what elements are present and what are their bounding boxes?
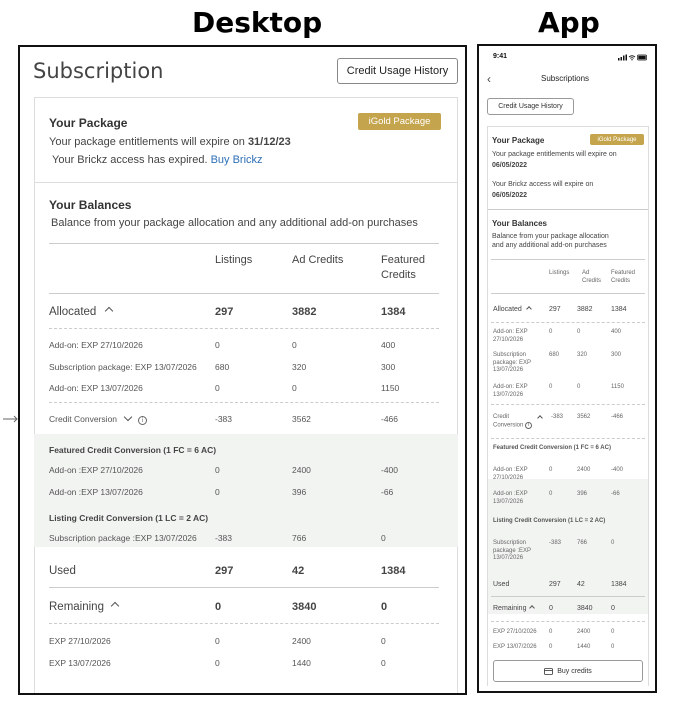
conversion-row-value: 396 [292,487,307,497]
allocated-row-value: 0 [215,383,220,393]
conversion-row-value: -400 [381,465,399,475]
divider [49,243,439,244]
column-header-listings: Listings [215,254,253,266]
balances-heading: Your Balances [492,219,547,228]
chevron-up-icon[interactable] [526,306,532,312]
package-expiry-date: 31/12/23 [247,136,291,148]
remaining-toggle[interactable] [493,604,534,613]
credit-usage-history-button[interactable]: Credit Usage History [487,98,574,115]
allocated-row-value: 300 [611,352,622,358]
app-screen [477,44,657,693]
allocated-row-label-line: 13/07/2026 [493,391,524,398]
used-label: Used [49,565,76,577]
divider [49,587,439,588]
divider [49,402,439,403]
allocated-row-label-line: package: EXP [493,359,532,366]
column-header-ad-credits: Ad Credits [292,254,344,266]
buy-credits-label: Buy credits [557,667,592,675]
allocated-row-value: 320 [292,362,307,372]
allocated-row-value: 0 [215,340,220,350]
conversion-row-value: 396 [577,491,588,497]
conversion-row-value: 0 [549,467,553,473]
conversion-row-value: 0 [381,533,386,543]
allocated-row-value: 320 [577,352,588,358]
conversion-row-value: 2400 [292,465,311,475]
allocated-label: Allocated [493,306,522,313]
remaining-toggle[interactable] [49,601,118,613]
divider [49,293,439,294]
remaining-row-label: EXP 13/07/2026 [49,658,111,668]
divider [49,328,439,329]
allocated-label: Allocated [49,306,97,318]
remaining-row-value: 0 [381,658,386,668]
remaining-row-label: EXP 27/10/2026 [493,629,537,635]
allocated-row-value: 0 [549,384,553,390]
conversion-row-label-line: 27/10/2026 [493,474,524,481]
balances-subtitle: Balance from your package allocation and any additional add-on purchases [51,217,418,229]
chevron-down-icon[interactable] [124,413,132,421]
package-badge: iGold Package [590,134,644,145]
remaining-listings: 0 [549,605,553,612]
listing-conversion-title: Listing Credit Conversion (1 LC = 2 AC) [493,518,606,524]
package-expiry-text: Your package entitlements will expire on [49,136,248,148]
chevron-up-icon[interactable] [530,605,536,611]
used-featured: 1384 [611,581,627,588]
featured-conversion-title: Featured Credit Conversion (1 FC = 6 AC) [493,445,611,451]
allocated-row-label-line: Add-on: EXP [493,329,528,335]
conversion-row-label [493,491,528,506]
allocated-row-value: 400 [611,329,622,335]
allocated-row-value: 0 [577,384,581,390]
allocated-row-label-line: Add-on: EXP [493,384,528,390]
brickz-expiry-date: 06/05/2022 [492,192,528,199]
conversion-row-label: Add-on :EXP 27/10/2026 [49,465,143,475]
remaining-row-label: EXP 27/10/2026 [49,636,111,646]
package-heading: Your Package [49,116,128,130]
column-header-line: Featured [611,270,636,276]
buy-brickz-link[interactable]: Buy Brickz [210,154,263,166]
allocated-toggle[interactable] [493,305,531,314]
conversion-featured: -466 [611,414,624,420]
status-time: 9:41 [493,53,508,60]
divider [491,438,645,439]
remaining-row-value: 1440 [577,644,591,650]
remaining-ad-credits: 3840 [577,605,593,612]
column-header-featured: Featured [381,254,426,266]
back-icon[interactable]: ‹ [487,72,491,86]
desktop-heading: Desktop [192,6,323,39]
used-listings: 297 [215,565,234,577]
column-header-line: Ad [582,270,590,276]
conversion-row-label [493,467,528,482]
allocated-row-label: Add-on: EXP 13/07/2026 [49,383,143,393]
remaining-row-value: 1440 [292,658,311,668]
conversion-row-label-line: Add-on :EXP [493,467,528,473]
conversion-row-label-line: 13/07/2026 [493,555,524,561]
column-header-line: Credits [582,277,602,284]
used-label: Used [493,581,510,588]
remaining-listings: 0 [215,601,222,613]
balances-heading: Your Balances [49,198,132,212]
allocated-row-value: 680 [215,362,230,372]
featured-conversion-title: Featured Credit Conversion (1 FC = 6 AC) [49,445,217,455]
remaining-row-value: 0 [549,629,553,635]
allocated-row-value: 1150 [381,383,400,393]
info-icon[interactable]: i [525,422,532,429]
card-icon [544,668,553,675]
allocated-row-label [493,384,528,399]
allocated-ad-credits: 3882 [292,306,317,318]
used-featured: 1384 [381,565,406,577]
balances-subtitle-line: Balance from your package allocation [492,233,609,240]
allocated-toggle[interactable] [49,306,112,318]
conversion-row-value: 2400 [577,467,591,473]
package-heading: Your Package [492,136,545,145]
column-header-line: Credits [611,277,631,284]
conversion-row-value: -66 [611,491,620,497]
brickz-status [52,154,263,166]
allocated-listings: 297 [215,306,234,318]
remaining-featured: 0 [381,601,388,613]
allocated-row-label [493,329,528,344]
conversion-row-label-line: 13/07/2026 [493,498,524,505]
credit-usage-history-button[interactable]: Credit Usage History [337,58,458,84]
conversion-row-value: -66 [381,487,394,497]
remaining-row-value: 0 [611,644,615,650]
divider [491,621,645,622]
remaining-row-value: 2400 [577,629,591,635]
package-expiry [49,136,291,148]
chevron-up-icon[interactable] [104,307,112,315]
conversion-row-value: 0 [215,465,220,475]
conversion-row-value: 0 [215,487,220,497]
app-page-title: Subscriptions [541,74,590,83]
listing-conversion-title: Listing Credit Conversion (1 LC = 2 AC) [49,513,209,523]
column-header-featured [611,270,635,285]
conversion-row-label: Add-on :EXP 13/07/2026 [49,487,143,497]
remaining-label: Remaining [49,601,104,613]
remaining-label: Remaining [493,605,527,612]
allocated-row-label-line: 27/10/2026 [493,336,524,343]
remaining-row-value: 0 [215,658,220,668]
conversion-row-value: 766 [577,540,588,546]
divider [49,623,439,624]
allocated-listings: 297 [549,306,561,313]
package-expiry-date: 06/05/2022 [492,162,528,169]
remaining-featured: 0 [611,605,615,612]
desktop-screen [18,45,467,695]
used-listings: 297 [549,581,561,588]
allocated-row-value: 300 [381,362,396,372]
remaining-row-label: EXP 13/07/2026 [493,644,537,650]
conversion-listings: -383 [215,414,233,424]
column-header-credits: Credits [381,269,416,281]
credit-conversion-label-line: Conversion [493,421,524,428]
info-icon[interactable]: i [138,416,147,425]
allocated-featured: 1384 [611,306,627,313]
conversion-featured: -466 [381,414,399,424]
allocated-row-label: Add-on: EXP 27/10/2026 [49,340,143,350]
credit-conversion-toggle[interactable] [49,414,147,425]
page-title: Subscription [33,59,164,83]
column-header-ad-credits [582,270,601,285]
allocated-row-value: 0 [549,329,553,335]
conversion-row-label-line: Subscription [493,540,527,546]
brickz-status-text: Your Brickz access has expired. [52,154,208,166]
conversion-row-value: 0 [611,540,615,546]
conversion-row-label-line: Add-on :EXP [493,491,528,497]
conversion-row-label-line: package :EXP [493,547,532,554]
allocated-row-label-line: Subscription [493,352,527,358]
allocated-ad-credits: 3882 [577,306,593,313]
divider [491,404,645,405]
divider [491,322,645,323]
status-icons [618,54,648,61]
remaining-row-value: 0 [549,644,553,650]
allocated-row-value: 400 [381,340,396,350]
brickz-status-text: Your Brickz access will expire on [492,181,594,188]
remaining-ad-credits: 3840 [292,601,317,613]
divider [488,209,648,210]
allocated-row-value: 0 [577,329,581,335]
conversion-row-value: -400 [611,467,624,473]
allocated-featured: 1384 [381,306,406,318]
conversion-row-value: 766 [292,533,307,543]
balances-subtitle-line: and any additional add-on purchases [492,242,607,250]
app-heading: App [538,6,600,39]
credit-conversion-toggle[interactable] [493,414,532,429]
allocated-row-label-line: 13/07/2026 [493,367,524,373]
conversion-ad-credits: 3562 [292,414,311,424]
credit-conversion-label-line: Credit [493,414,510,420]
conversion-row-value: -383 [215,533,233,543]
conversion-ad-credits: 3562 [577,414,591,420]
column-header-listings: Listings [549,270,570,276]
divider [491,293,645,294]
allocated-row-value: 0 [292,383,297,393]
chevron-up-icon[interactable] [111,602,119,610]
credit-conversion-label: Credit Conversion [49,414,118,424]
card-divider [34,182,458,183]
remaining-row-value: 0 [215,636,220,646]
package-badge: iGold Package [358,113,441,130]
conversion-row-label [493,540,531,563]
used-ad-credits: 42 [292,565,305,577]
conversion-listings: -383 [551,414,564,420]
allocated-row-value: 0 [292,340,297,350]
buy-credits-button[interactable] [493,660,643,682]
conversion-row-label: Subscription package :EXP 13/07/2026 [49,533,197,543]
used-ad-credits: 42 [577,581,585,588]
allocated-row-value: 680 [549,352,560,358]
divider [491,259,645,260]
divider [491,596,645,597]
remaining-row-value: 0 [381,636,386,646]
allocated-row-value: 1150 [611,384,624,390]
remaining-row-value: 0 [611,629,615,635]
conversion-row-value: 0 [549,491,553,497]
remaining-row-value: 2400 [292,636,311,646]
allocated-row-label: Subscription package: EXP 13/07/2026 [49,362,197,372]
conversion-row-value: -383 [549,540,562,546]
package-expiry-text: Your package entitlements will expire on [492,151,617,158]
allocated-row-label [493,352,531,375]
balances-subtitle [492,232,609,251]
